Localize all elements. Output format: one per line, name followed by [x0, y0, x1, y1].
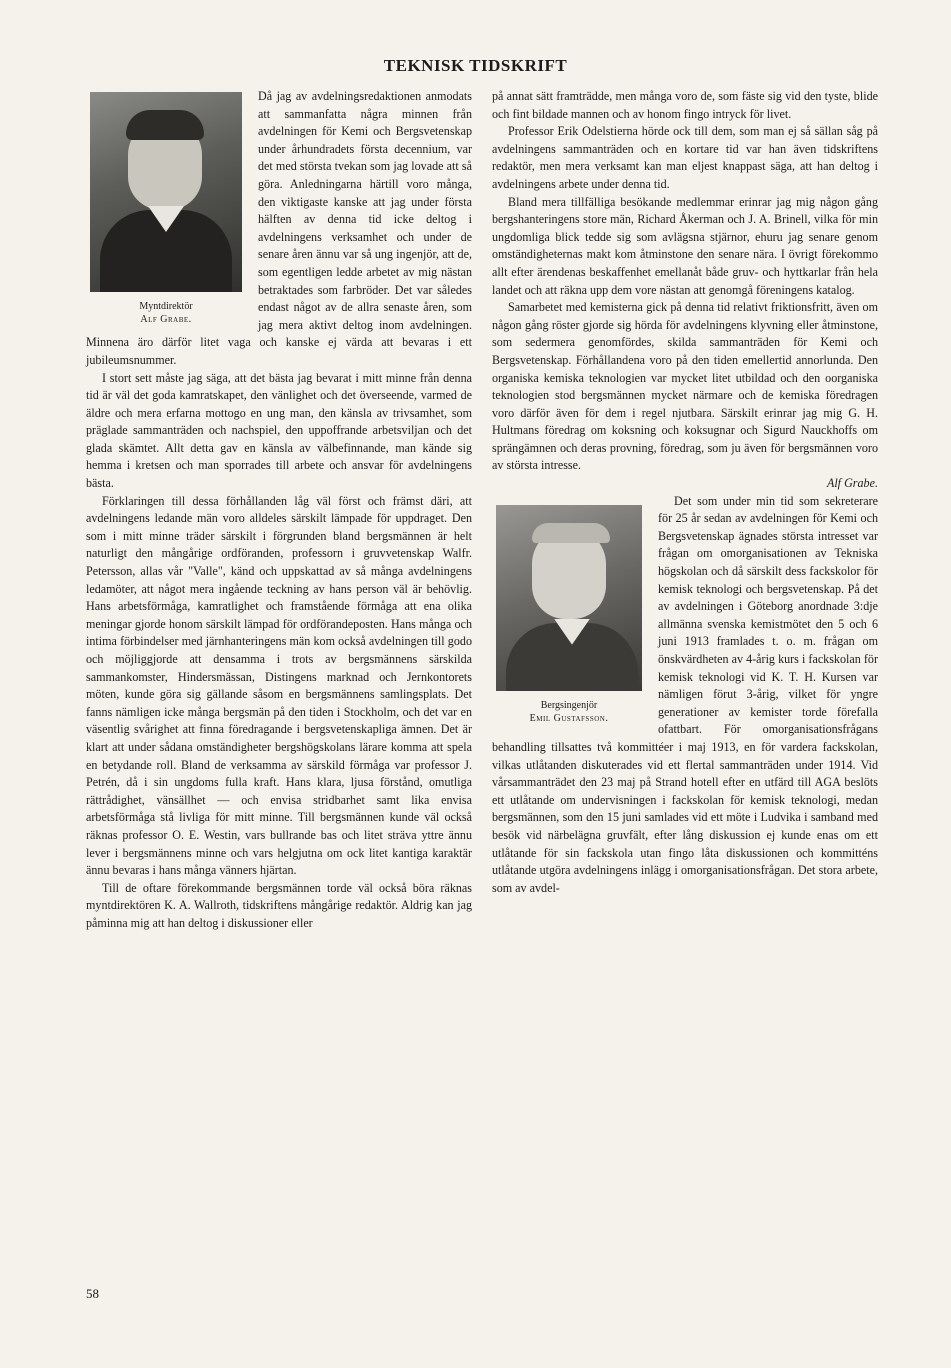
portrait-caption — [86, 300, 246, 326]
paragraph: Förklaringen till dessa förhållanden låg väl först och främst däri, att avdelningens ledande män voro alldeles särskilt lämpade för uppdraget. Den som i mitt minne träder särskilt i förgrunden bland bergsmännen är helt naturligt den mångårige ordföranden, professorn i gruvvetenskap Walfr. Petersson, allas vår "Valle", känd och uppskattad av så många avdelningens ledamöter, att något mera ingående teckning av hans person väl är behövlig. Hans arbetsförmåga, kamratlighet och framstående förmåga att ena olika meningar gjorde honom särskilt lämpad för ordförandeposten. Hans många och intima förbindelser med järnhanteringens män kom också avdelningen till godo och möjliggjorde att densamma i trots av bergsmännens särskilda sammankomster, Hindersmässan, Distingens marknad och Jernkontorets möten, kunde göra sig gällande såsom en bergsmännens samlingsplats. Det fanns nämligen icke många bergsmän på den tiden i Stockholm, och det var en väsentlig svårighet att finna föredragande i bergsvetenskapliga ämnen. Det är klart att under sådana omständigheter bergshögskolans lärare komma att spela en betydande roll. Bland de verksamma av särskild förmåga var professor J. Petrén, då i sin ungdoms fulla kraft. Hans klara, ljusa förstånd, omutliga rättrådighet, vänsällhet — och envisa stridbarhet samt lika envisa arbetsförmåga stå livliga för mitt minne. Till bergsmännen kunde väl också räknas professor O. E. Westin, vars bullrande bas och litet sträva yttre ännu lever i bergsmännens minne och vars helgjutna om ock litet kantiga karaktär ännu bevaras i hans många vänners hjärtan. — [86, 493, 472, 878]
caption-title: Myntdirektör — [139, 301, 193, 312]
caption-title: Bergsingenjör — [540, 699, 598, 711]
portrait-emil-gustafsson — [492, 505, 646, 725]
portrait-photo — [496, 505, 642, 691]
portrait-photo — [90, 92, 242, 292]
paragraph: Då jag av avdelningsredaktionen anmodats att sammanfatta några minnen från avdelningen för Kemi och Bergsvetenskap under århundradets första decennium, var det med största tvekan som jag lovade att så göra. Anledningarna härtill voro många, den viktigaste kanske att jag under första hälften av denna tid icke deltog i avdelningens verksamhet och under de senare åren ännu var så ung ingenjör, att de, som egentligen ledde arbetet av mig nästan betraktades som farbröder. Det var således endast något av de allra senaste åren, som jag mera aktivt deltog inom avdelningen. Minnena äro därför litet vaga och kanske ej värda att bevaras i ett jubileumsnummer. — [86, 89, 472, 367]
caption-name: Emil Gustafsson. — [529, 712, 609, 724]
paragraph: Professor Erik Odelstierna hörde ock till dem, som man ej så sällan såg på avdelningens sammanträden och en kortare tid var han även tidskriftens redaktör, men mera verksamt kan man eljest knappast säga, att han deltog i avdelningens arbete under denna tid. — [492, 124, 878, 191]
paragraph: Bland mera tillfälliga besökande medlemmar erinrar jag mig någon gång bergshanteringens store män, Richard Åkerman och J. A. Brinell, vilka för min ungdomliga blick tedde sig som avlägsna stjärnor, ehuru jag senare genom omständigheternas makt kom åtminstone den senare nära. I övrigt förekommo allt efter ärendenas beskaffenhet emellanåt både gruv- och hyttkarlar från hela landet och att räkna upp dem vore nästan att genomgå föreningens katalog. — [492, 194, 878, 297]
page-number: 58 — [86, 1286, 99, 1301]
paragraph: Det som under min tid som sekreterare för 25 år sedan av avdelningen för Kemi och Bergsvetenskap ägnades största intresset var frågan om omorganisationen av Tekniska högskolan och då särskilt dess fackskolor för kemisk teknologi och bergsvetenskap. På det av avdelningen i Göteborg anordnade 3:dje allmänna svenska kemistmötet den 5 och 6 juni 1913 framlades t. o. m. frågan om önskvärdheten av 4-årig kurs i fackskolan för kemisk teknologi vid K. T. H. Kursen var nämligen förut 3-årig, vilket för yngre generationer av kemister torde förefalla ofattbart. För omorganisationsfrågans behandling tillsattes två kommittéer i maj 1913, en för vardera fackskolan, vilkas utlåtanden diskuterades vid ett flertal sammanträden under 1914. Vid vårsammanträdet den 23 maj på Strand hotell efter en utfärd till AGA beslöts ett utlåtande om undervisningen i fackskolan för kemisk teknologi, medan bergsmännen, som den 15 juni samlades vid ett möte i Ludvika i samband med besök vid närbelägna gruvfält, efter lång diskussion ej kunde enas om ett utlåtande för sin fackskola utan fingo låta diskussionen och kommitténs utlåtande utgöra avdelningens inlägg i omorganisationsfrågan. Det stora arbete, som av avdel- — [492, 493, 878, 895]
paragraph: Till de oftare förekommande bergsmännen torde väl också böra räknas myntdirektören K. A. Wallroth, tidskriftens mångårige redaktör. Aldrig kan jag påminna mig att han deltog i diskussioner eller — [86, 880, 472, 930]
author-signature: Alf Grabe. — [826, 476, 878, 491]
paragraph: Samarbetet med kemisterna gick på denna tid relativt friktionsfritt, även om någon gång röster gjorde sig hörda för avdelningens klyvning eller åtminstone, som sedermera genomfördes, skilda sammanträden för Kemi och Bergsvetenskap. Förhållandena voro på den tiden emellertid annorlunda. Den organiska kemiska teknologien var mycket litet utbildad och den oorganiska teknologien stod bergsmännen mycket närmare och de kemiska föredragen voro därför även för dem i regel njutbara. Särskilt erinrar jag mig G. H. Hultmans föredrag om koksning och koksugnar och Sigurd Nauckhoffs om sprängämnen och deras provning, föredrag, som ju även för bergsmännen voro av största intresse. — [492, 300, 878, 473]
caption-name: Alf Grabe. — [140, 314, 192, 325]
masthead: TEKNISK TIDSKRIFT — [383, 56, 568, 75]
right-column — [492, 88, 878, 897]
paragraph: I stort sett måste jag säga, att det bästa jag bevarat i mitt minne från denna tid är väl det goda kamratskapet, den vänlighet och det överseende, varmed de äldre och mera erfarna mottogo en ung man, den känsla av trivsamhet, som präglade sammanträden och nachspiel, den uppoffrande arbetsviljan och det glada skämtet. Allt detta gav en känsla av välbefinnande, man kände sig hemma i kretsen och man sporrades till arbete och ansvar för avdelningens bästa. — [86, 370, 472, 491]
portrait-alf-grabe — [86, 92, 246, 326]
left-column — [86, 88, 472, 933]
paragraph: på annat sätt framträdde, men många voro de, som fäste sig vid den tyste, blide och fint bildade mannen och av honom fingo intryck för livet. — [492, 89, 878, 121]
portrait-caption — [492, 699, 646, 725]
